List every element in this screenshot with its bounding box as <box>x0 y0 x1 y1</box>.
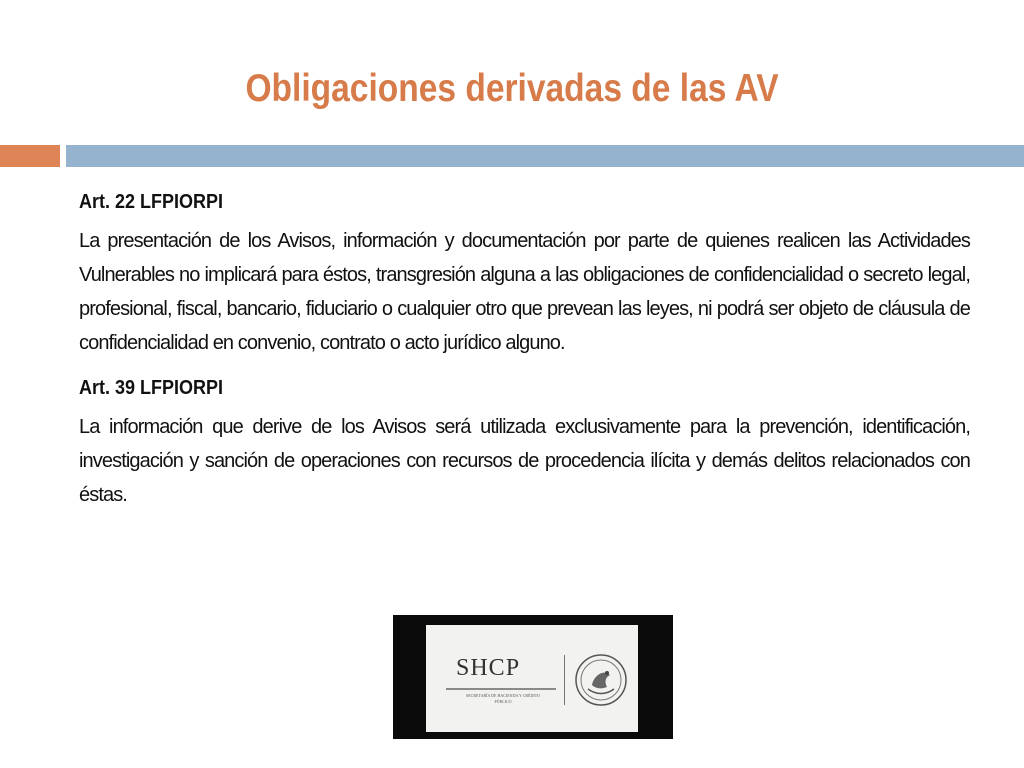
article-heading: Art. 39 LFPIORPI <box>79 377 224 399</box>
article-body: La información que derive de los Avisos será utilizada exclusivamente para la prevención, identificación, investigación y sanción de operaciones con recursos de procedencia ilícita y demás delitos relacionados con éstas. <box>79 416 970 506</box>
logo-divider-line <box>446 688 556 690</box>
shcp-subtitle: SECRETARÍA DE HACIENDA Y CRÉDITO PÚBLICO <box>466 693 540 704</box>
shcp-logo-image <box>393 615 673 739</box>
article-body: La presentación de los Avisos, información y documentación por parte de quienes realicen las Actividades Vulnerables no implicará para éstos, transgresión alguna a las obligaciones de confidencialidad o secreto legal, profesional, fiscal, bancario, fiduciario o cualquier otro que prevean las leyes, ni podrá ser objeto de cláusula de confidencialidad en convenio, contrato o acto jurídico alguno. <box>79 230 970 354</box>
article-39 <box>79 372 970 512</box>
article-heading: Art. 22 LFPIORPI <box>79 191 224 213</box>
title-rule-bar <box>66 145 1024 167</box>
shcp-wordmark: SHCP <box>456 655 521 681</box>
slide-title: Obligaciones derivadas de las AV <box>245 67 779 110</box>
mexican-coat-of-arms-icon <box>574 653 628 707</box>
accent-bar <box>0 145 60 167</box>
logo-separator <box>564 655 565 705</box>
logo-card <box>426 625 638 732</box>
slide-content <box>79 186 970 524</box>
article-22 <box>79 186 970 360</box>
